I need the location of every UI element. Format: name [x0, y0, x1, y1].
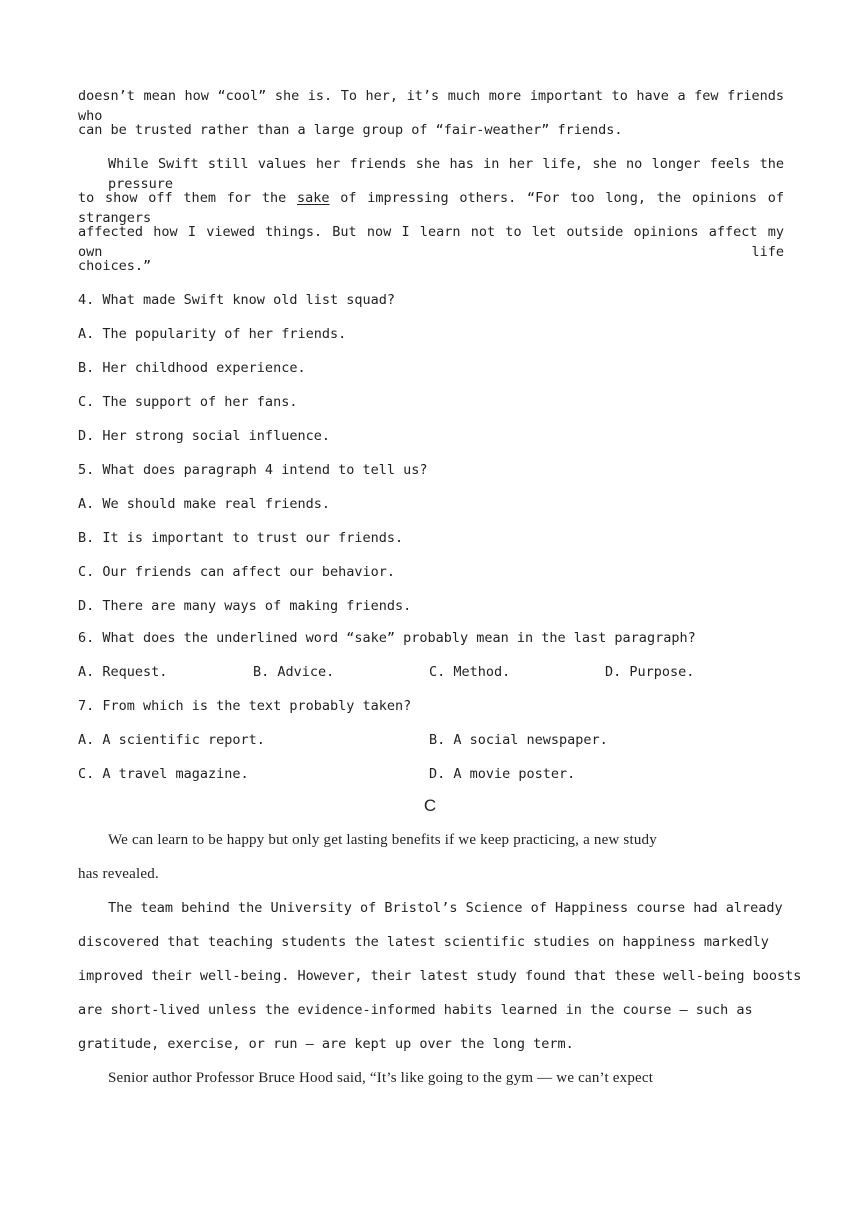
question-6-option-b: B. Advice. — [253, 664, 335, 680]
passage-c-line: discovered that teaching students the latest scientific studies on happiness markedly — [78, 934, 769, 950]
passage-c-line: Senior author Professor Bruce Hood said, “It’s like going to the gym — we can’t expect — [108, 1070, 654, 1086]
passage-c-line: The team behind the University of Bristol’s Science of Happiness course had already — [108, 900, 783, 916]
underlined-word-sake: sake — [297, 190, 330, 206]
question-4-option-b: B. Her childhood experience. — [78, 360, 306, 376]
passage-b-line: can be trusted rather than a large group of “fair-weather” friends. — [78, 122, 623, 138]
question-7-option-c: C. A travel magazine. — [78, 766, 249, 782]
question-4-option-a: A. The popularity of her friends. — [78, 326, 347, 342]
question-6-option-c: C. Method. — [429, 664, 511, 680]
question-6-option-a: A. Request. — [78, 664, 168, 680]
passage-c-line: has revealed. — [78, 866, 159, 882]
passage-b-line: choices.” — [78, 258, 152, 274]
passage-b-line: affected how I viewed things. But now I learn not to let outside opinions affect my own life — [78, 224, 784, 260]
question-4-option-c: C. The support of her fans. — [78, 394, 298, 410]
question-5-option-b: B. It is important to trust our friends. — [78, 530, 404, 546]
passage-c-line: gratitude, exercise, or run — are kept up over the long term. — [78, 1036, 574, 1052]
question-7-stem: 7. From which is the text probably taken? — [78, 698, 412, 714]
question-4-option-d: D. Her strong social influence. — [78, 428, 330, 444]
question-4-stem: 4. What made Swift know old list squad? — [78, 292, 395, 308]
question-5-stem: 5. What does paragraph 4 intend to tell us? — [78, 462, 428, 478]
passage-c-line: improved their well-being. However, their latest study found that these well-being boosts — [78, 968, 802, 984]
question-7-option-b: B. A social newspaper. — [429, 732, 608, 748]
text-segment: of impressing others. “For too long, the opinions of strangers — [78, 190, 784, 226]
question-5-option-a: A. We should make real friends. — [78, 496, 330, 512]
question-7-option-a: A. A scientific report. — [78, 732, 265, 748]
question-5-option-c: C. Our friends can affect our behavior. — [78, 564, 395, 580]
question-5-option-d: D. There are many ways of making friends. — [78, 598, 412, 614]
passage-c-line: are short-lived unless the evidence-informed habits learned in the course — such as — [78, 1002, 753, 1018]
passage-b-line-sake — [78, 188, 784, 226]
passage-b-line: doesn’t mean how “cool” she is. To her, it’s much more important to have a few friends who — [78, 88, 784, 124]
question-6-option-d: D. Purpose. — [605, 664, 695, 680]
text-segment: to show off them for the — [78, 190, 297, 206]
question-7-option-d: D. A movie poster. — [429, 766, 576, 782]
passage-b-line: While Swift still values her friends she has in her life, she no longer feels the pressure — [108, 156, 784, 192]
question-6-stem: 6. What does the underlined word “sake” probably mean in the last paragraph? — [78, 630, 696, 646]
passage-c-line: We can learn to be happy but only get lasting benefits if we keep practicing, a new study — [108, 832, 657, 848]
passage-c-heading: C — [423, 796, 437, 815]
